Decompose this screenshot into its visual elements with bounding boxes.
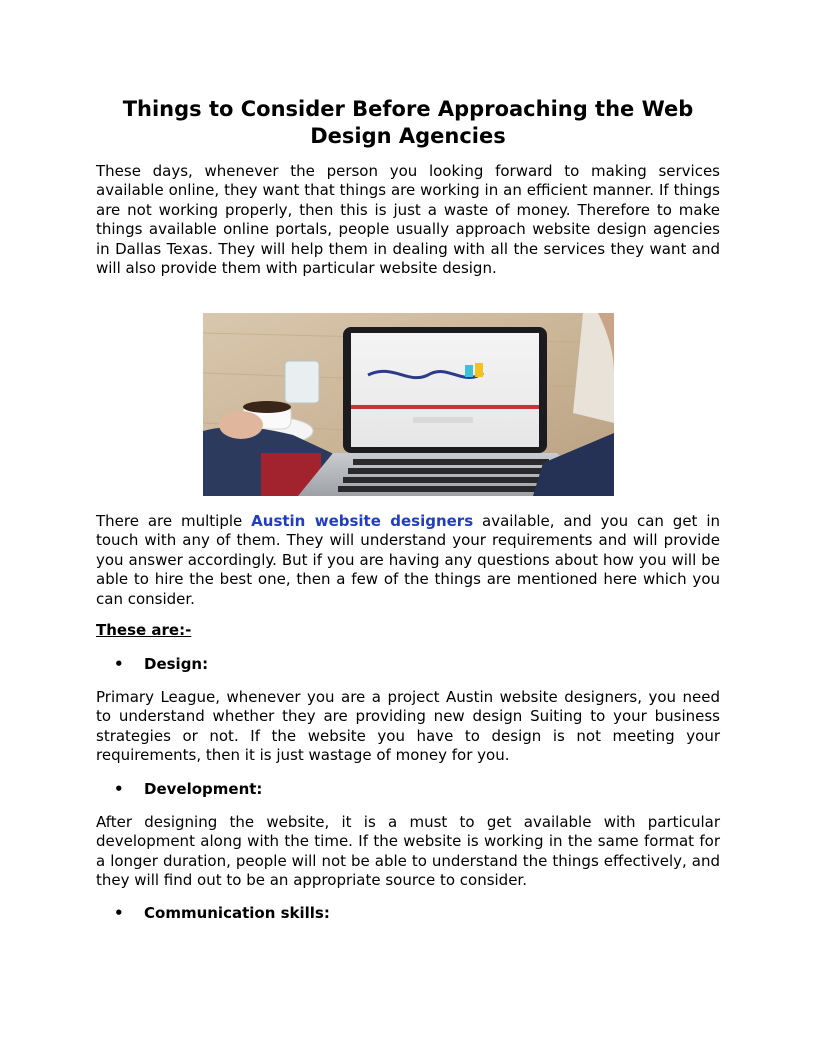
bullet-dot-icon: •	[114, 655, 124, 673]
bullet-design	[114, 655, 208, 673]
para-text-before: There are multiple	[96, 512, 252, 530]
development-paragraph: After designing the website, it is a must to get available with particular development along with the time. If the website is working in the same format for a longer duration, people will not be able to understand the things effectively, and they will find out to be an appropriate source to consider.	[96, 813, 720, 890]
designers-paragraph	[96, 512, 720, 609]
bullet-label: Design:	[144, 655, 209, 673]
bullet-dot-icon: •	[114, 904, 124, 922]
these-are-heading: These are:-	[96, 621, 192, 639]
para-text-after: available, and you can get in touch with any of them. They will understand your requirements and will provide you answer accordingly. But if you are having any questions about how you will be able to hire the best one, then a few of the things are mentioned here which you can consider.	[96, 512, 720, 608]
page-title: Things to Consider Before Approaching the Web Design Agencies	[122, 97, 694, 148]
laptop-photo	[203, 313, 614, 496]
bullet-label: Communication skills:	[144, 904, 330, 922]
intro-paragraph: These days, whenever the person you looking forward to making services available online, they want that things are working in an efficient manner. If things are not working properly, then this is just a waste of money. Therefore to make things available online portals, people usually approach website design agencies in Dallas Texas. They will help them in dealing with all the services they want and will also provide them with particular website design.	[96, 162, 720, 278]
austin-designers-link[interactable]: Austin website designers	[251, 512, 474, 530]
bullet-communication	[114, 904, 330, 922]
bullet-development	[114, 780, 262, 798]
bullet-label: Development:	[144, 780, 263, 798]
design-paragraph: Primary League, whenever you are a project Austin website designers, you need to understand whether they are providing new design Suiting to your business strategies or not. If the website you have to design is not meeting your requirements, then it is just wastage of money for you.	[96, 688, 720, 765]
bullet-dot-icon: •	[114, 780, 124, 798]
